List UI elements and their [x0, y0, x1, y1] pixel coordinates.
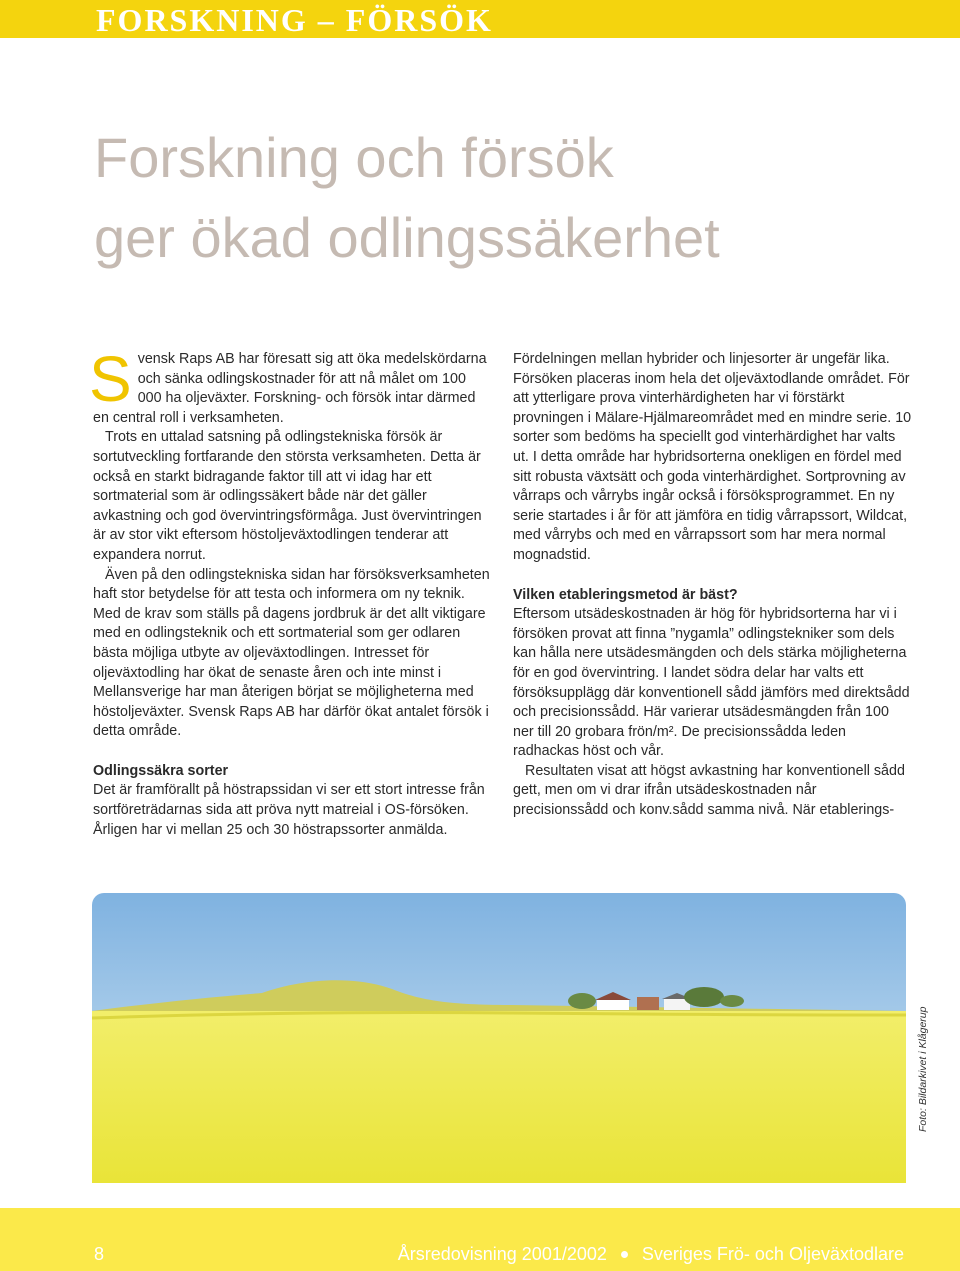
subheading-etableringsmetod: Vilken etableringsmetod är bäst?: [513, 586, 738, 603]
bullet-dot-icon: [621, 1251, 628, 1258]
page-title-line-2: ger ökad odlingssäkerhet: [94, 206, 720, 269]
rapeseed-field-photo: [92, 893, 906, 1183]
body-paragraph: Resultaten visat att högst avkastning har konventionell sådd gett, men om vi drar ifrån utsädeskostnaden når precisionssådd och konv.sådd samma nivå. När etablerings-: [513, 762, 905, 819]
intro-text: vensk Raps AB har föresatt sig att öka medelskördarna och sänka odlingskostnader för att nå målet om 100 000 ha oljeväxter. Forskning- och försök intar därmed en central roll i verksamheten.: [93, 351, 487, 426]
body-paragraph: Det är framförallt på höstrapssidan vi ser ett stort intresse från sortföreträdarnas sida att pröva nytt matreial i OS-försöken. Årligen har vi mellan 25 och 30 höstrapssorter anmälda.: [93, 782, 485, 838]
photo-credit: Foto: Bildarkivet i Klågerup: [917, 1006, 929, 1132]
body-paragraph: Trots en uttalad satsning på odlingstekniska försök är sortutveckling fortfarande den största verksamheten. Detta är också en starkt bidragande faktor till att vi idag har ett sortmaterial som är odlingssäkert både när det gäller avkastning och god övervintringsförmåga. Just övervintringen är av stor vikt eftersom höstoljeväxtodlingen tenderar att expandera norrut.: [93, 429, 482, 563]
page-number: 8: [94, 1244, 105, 1264]
right-column: [513, 350, 913, 821]
intro-paragraph: [89, 343, 493, 428]
page-title-line-1: Forskning och försök: [94, 126, 614, 189]
body-paragraph: Eftersom utsädeskostnaden är hög för hybridsorterna har vi i försöken provat att finna ”nygamla” odlingstekniker som dels kan hålla nere utsädesmängden och dels stärka möjligheterna för en god övervintring. I landet södra delar har valts ett försöksupplägg där konventionell sådd jämförs med direktsådd och precisionssådd. Här varierar utsädesmängden från 100 ner till 20 grobara frön/m². De precisionssådda leden radhackas höst och vår.: [513, 606, 910, 760]
section-label: FORSKNING – FÖRSÖK: [96, 2, 493, 38]
company-name: Sveriges Frö- och Oljeväxtodlare: [641, 1244, 904, 1264]
footer-text: [398, 1244, 904, 1265]
dropcap: S: [89, 343, 132, 415]
body-paragraph: Även på den odlingstekniska sidan har försöksverksamheten haft stor betydelse för att testa och informera om ny teknik. Med de krav som ställs på dagens jordbruk är det allt viktigare med en odlingsteknik och ett sortmaterial som ger odlaren bästa möjliga utbyte av oljeväxtodlingen. Intresset för oljeväxtodling har ökat de senaste åren och inte minst i Mellansverige har man återigen börjat se möjligheterna med höstoljeväxter. Svensk Raps AB har därför ökat antalet försök i detta område.: [93, 566, 490, 740]
report-title: Årsredovisning 2001/2002: [397, 1244, 607, 1264]
body-paragraph: Fördelningen mellan hybrider och linjesorter är ungefär lika. Försöken placeras inom hela det oljeväxtodlande området. För att ytterligare prova vinterhärdigheten har vi förstärkt provningen i Mälare-Hjälmareområdet med en mindre serie. 10 sorter som bedöms ha speciellt god vinterhärdighet har valts ut. I detta område har hybridsorterna onekligen en fördel med sitt robusta växtsätt och goda vinterhärdighet. Sortprovning av vårraps och vårrybs ingår också i försöksprogrammet. En ny serie startades i år för att jämföra en tidig vårrapssort, Wildcat, med vårrybs och med en vårrapssort som har mera normal mognadstid.: [513, 351, 912, 563]
left-column: [89, 343, 493, 840]
rapeseed-field: [92, 1011, 906, 1183]
landscape-illustration: [92, 893, 906, 1183]
subheading-odlingssakra: Odlingssäkra sorter: [93, 762, 229, 779]
page-title: [94, 118, 914, 278]
section-header-band: [0, 0, 960, 38]
